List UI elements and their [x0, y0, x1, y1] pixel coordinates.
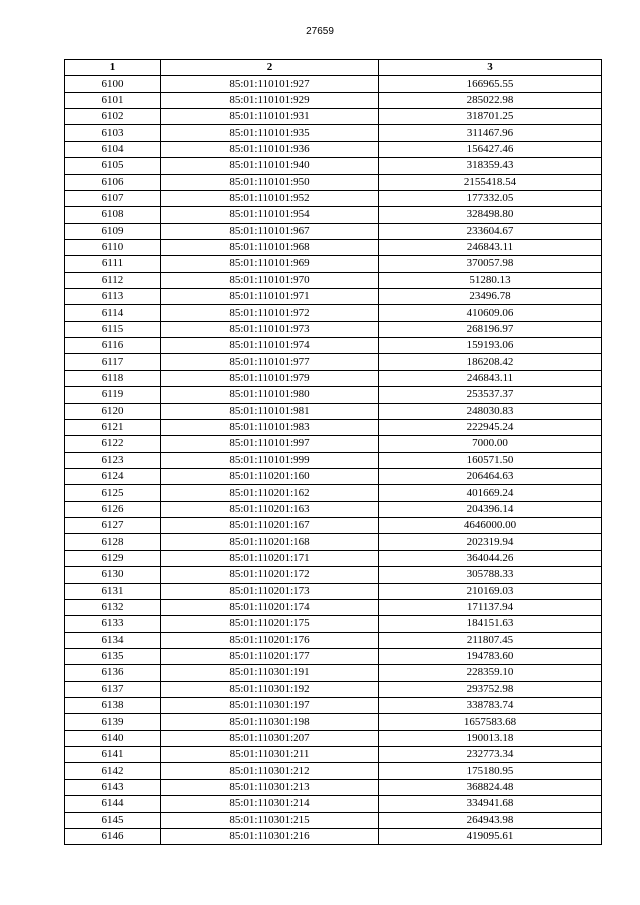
table-row: [65, 256, 602, 272]
table-row: [65, 763, 602, 779]
row-number-cell: 6104: [65, 141, 161, 157]
cadastral-number-cell: 85:01:110101:973: [161, 321, 379, 337]
row-number-cell: 6106: [65, 174, 161, 190]
cadastral-number-cell: 85:01:110101:929: [161, 92, 379, 108]
cadastral-number-cell: 85:01:110101:979: [161, 370, 379, 386]
table-row: [65, 698, 602, 714]
value-cell: 410609.06: [379, 305, 602, 321]
row-number-cell: 6112: [65, 272, 161, 288]
value-cell: 401669.24: [379, 485, 602, 501]
cadastral-number-cell: 85:01:110301:213: [161, 779, 379, 795]
value-cell: 248030.83: [379, 403, 602, 419]
row-number-cell: 6114: [65, 305, 161, 321]
row-number-cell: 6118: [65, 370, 161, 386]
value-cell: 4646000.00: [379, 518, 602, 534]
row-number-cell: 6146: [65, 828, 161, 844]
table-row: [65, 174, 602, 190]
row-number-cell: 6109: [65, 223, 161, 239]
table-row: [65, 779, 602, 795]
table-row: [65, 158, 602, 174]
row-number-cell: 6124: [65, 468, 161, 484]
value-cell: 202319.94: [379, 534, 602, 550]
table-row: [65, 632, 602, 648]
value-cell: 268196.97: [379, 321, 602, 337]
row-number-cell: 6123: [65, 452, 161, 468]
value-cell: 246843.11: [379, 370, 602, 386]
cadastral-number-cell: 85:01:110301:215: [161, 812, 379, 828]
table-row: [65, 109, 602, 125]
row-number-cell: 6135: [65, 648, 161, 664]
value-cell: 318359.43: [379, 158, 602, 174]
cadastral-number-cell: 85:01:110101:974: [161, 338, 379, 354]
row-number-cell: 6101: [65, 92, 161, 108]
value-cell: 334941.68: [379, 796, 602, 812]
cadastral-number-cell: 85:01:110101:981: [161, 403, 379, 419]
cadastral-number-cell: 85:01:110101:970: [161, 272, 379, 288]
value-cell: 305788.33: [379, 567, 602, 583]
cadastral-number-cell: 85:01:110101:997: [161, 436, 379, 452]
cadastral-number-cell: 85:01:110201:167: [161, 518, 379, 534]
row-number-cell: 6122: [65, 436, 161, 452]
header-row: [65, 60, 602, 76]
cadastral-number-cell: 85:01:110201:162: [161, 485, 379, 501]
value-cell: 177332.05: [379, 190, 602, 206]
table-row: [65, 207, 602, 223]
table-row: [65, 812, 602, 828]
table-row: [65, 272, 602, 288]
value-cell: 419095.61: [379, 828, 602, 844]
cadastral-number-cell: 85:01:110301:207: [161, 730, 379, 746]
table-row: [65, 599, 602, 615]
table-row: [65, 239, 602, 255]
table-row: [65, 76, 602, 92]
row-number-cell: 6139: [65, 714, 161, 730]
row-number-cell: 6138: [65, 698, 161, 714]
page-number: 27659: [306, 26, 334, 37]
column-header-3: 3: [379, 60, 602, 76]
table-row: [65, 223, 602, 239]
row-number-cell: 6116: [65, 338, 161, 354]
table-row: [65, 796, 602, 812]
cadastral-number-cell: 85:01:110201:171: [161, 550, 379, 566]
value-cell: 190013.18: [379, 730, 602, 746]
value-cell: 51280.13: [379, 272, 602, 288]
cadastral-number-cell: 85:01:110201:175: [161, 616, 379, 632]
table-row: [65, 550, 602, 566]
table-row: [65, 387, 602, 403]
value-cell: 264943.98: [379, 812, 602, 828]
cadastral-number-cell: 85:01:110101:967: [161, 223, 379, 239]
value-cell: 204396.14: [379, 501, 602, 517]
table-row: [65, 485, 602, 501]
row-number-cell: 6128: [65, 534, 161, 550]
value-cell: 171137.94: [379, 599, 602, 615]
cadastral-number-cell: 85:01:110101:936: [161, 141, 379, 157]
row-number-cell: 6137: [65, 681, 161, 697]
cadastral-number-cell: 85:01:110201:177: [161, 648, 379, 664]
cadastral-number-cell: 85:01:110201:174: [161, 599, 379, 615]
value-cell: 210169.03: [379, 583, 602, 599]
cadastral-number-cell: 85:01:110201:163: [161, 501, 379, 517]
row-number-cell: 6113: [65, 289, 161, 305]
row-number-cell: 6105: [65, 158, 161, 174]
value-cell: 318701.25: [379, 109, 602, 125]
cadastral-number-cell: 85:01:110101:969: [161, 256, 379, 272]
row-number-cell: 6140: [65, 730, 161, 746]
value-cell: 364044.26: [379, 550, 602, 566]
cadastral-number-cell: 85:01:110201:168: [161, 534, 379, 550]
value-cell: 285022.98: [379, 92, 602, 108]
value-cell: 222945.24: [379, 419, 602, 435]
table-row: [65, 321, 602, 337]
cadastral-number-cell: 85:01:110101:999: [161, 452, 379, 468]
cadastral-number-cell: 85:01:110101:972: [161, 305, 379, 321]
row-number-cell: 6134: [65, 632, 161, 648]
cadastral-number-cell: 85:01:110301:197: [161, 698, 379, 714]
cadastral-number-cell: 85:01:110101:983: [161, 419, 379, 435]
table-row: [65, 828, 602, 844]
table-row: [65, 501, 602, 517]
table-row: [65, 468, 602, 484]
value-cell: 166965.55: [379, 76, 602, 92]
row-number-cell: 6126: [65, 501, 161, 517]
cadastral-number-cell: 85:01:110101:980: [161, 387, 379, 403]
cadastral-number-cell: 85:01:110301:216: [161, 828, 379, 844]
row-number-cell: 6111: [65, 256, 161, 272]
row-number-cell: 6121: [65, 419, 161, 435]
table-row: [65, 370, 602, 386]
table-row: [65, 534, 602, 550]
table-row: [65, 648, 602, 664]
row-number-cell: 6131: [65, 583, 161, 599]
cadastral-number-cell: 85:01:110301:192: [161, 681, 379, 697]
value-cell: 338783.74: [379, 698, 602, 714]
table-row: [65, 665, 602, 681]
value-cell: 206464.63: [379, 468, 602, 484]
table-row: [65, 730, 602, 746]
value-cell: 311467.96: [379, 125, 602, 141]
value-cell: 186208.42: [379, 354, 602, 370]
cadastral-number-cell: 85:01:110101:940: [161, 158, 379, 174]
table-row: [65, 125, 602, 141]
column-header-1: 1: [65, 60, 161, 76]
table-row: [65, 452, 602, 468]
row-number-cell: 6127: [65, 518, 161, 534]
table-row: [65, 141, 602, 157]
row-number-cell: 6136: [65, 665, 161, 681]
table-row: [65, 747, 602, 763]
cadastral-number-cell: 85:01:110101:950: [161, 174, 379, 190]
cadastral-number-cell: 85:01:110301:198: [161, 714, 379, 730]
value-cell: 228359.10: [379, 665, 602, 681]
value-cell: 184151.63: [379, 616, 602, 632]
table-body: [65, 76, 602, 845]
table-row: [65, 616, 602, 632]
row-number-cell: 6133: [65, 616, 161, 632]
row-number-cell: 6115: [65, 321, 161, 337]
column-header-2: 2: [161, 60, 379, 76]
value-cell: 23496.78: [379, 289, 602, 305]
value-cell: 194783.60: [379, 648, 602, 664]
row-number-cell: 6120: [65, 403, 161, 419]
table-row: [65, 518, 602, 534]
value-cell: 7000.00: [379, 436, 602, 452]
cadastral-number-cell: 85:01:110101:968: [161, 239, 379, 255]
row-number-cell: 6110: [65, 239, 161, 255]
value-cell: 211807.45: [379, 632, 602, 648]
cadastral-number-cell: 85:01:110201:173: [161, 583, 379, 599]
row-number-cell: 6142: [65, 763, 161, 779]
row-number-cell: 6119: [65, 387, 161, 403]
row-number-cell: 6103: [65, 125, 161, 141]
cadastral-number-cell: 85:01:110301:211: [161, 747, 379, 763]
cadastral-number-cell: 85:01:110201:160: [161, 468, 379, 484]
table-row: [65, 681, 602, 697]
row-number-cell: 6141: [65, 747, 161, 763]
cadastral-number-cell: 85:01:110301:191: [161, 665, 379, 681]
cadastral-number-cell: 85:01:110301:214: [161, 796, 379, 812]
value-cell: 328498.80: [379, 207, 602, 223]
row-number-cell: 6143: [65, 779, 161, 795]
cadastral-number-cell: 85:01:110101:954: [161, 207, 379, 223]
cadastral-number-cell: 85:01:110101:977: [161, 354, 379, 370]
value-cell: 175180.95: [379, 763, 602, 779]
row-number-cell: 6107: [65, 190, 161, 206]
row-number-cell: 6145: [65, 812, 161, 828]
table-row: [65, 403, 602, 419]
row-number-cell: 6125: [65, 485, 161, 501]
value-cell: 156427.46: [379, 141, 602, 157]
table-row: [65, 567, 602, 583]
table-row: [65, 354, 602, 370]
cadastral-number-cell: 85:01:110101:931: [161, 109, 379, 125]
cadastral-number-cell: 85:01:110301:212: [161, 763, 379, 779]
table-row: [65, 436, 602, 452]
value-cell: 233604.67: [379, 223, 602, 239]
table-row: [65, 92, 602, 108]
row-number-cell: 6129: [65, 550, 161, 566]
value-cell: 232773.34: [379, 747, 602, 763]
row-number-cell: 6130: [65, 567, 161, 583]
value-cell: 368824.48: [379, 779, 602, 795]
row-number-cell: 6132: [65, 599, 161, 615]
value-cell: 246843.11: [379, 239, 602, 255]
row-number-cell: 6108: [65, 207, 161, 223]
table-row: [65, 305, 602, 321]
cadastral-number-cell: 85:01:110101:935: [161, 125, 379, 141]
table-row: [65, 714, 602, 730]
value-cell: 159193.06: [379, 338, 602, 354]
cadastral-number-cell: 85:01:110101:927: [161, 76, 379, 92]
table-row: [65, 583, 602, 599]
value-cell: 2155418.54: [379, 174, 602, 190]
row-number-cell: 6102: [65, 109, 161, 125]
table-row: [65, 289, 602, 305]
row-number-cell: 6100: [65, 76, 161, 92]
value-cell: 370057.98: [379, 256, 602, 272]
table-row: [65, 338, 602, 354]
cadastral-number-cell: 85:01:110201:176: [161, 632, 379, 648]
value-cell: 160571.50: [379, 452, 602, 468]
row-number-cell: 6144: [65, 796, 161, 812]
table-row: [65, 190, 602, 206]
table-header: [65, 60, 602, 76]
cadastral-number-cell: 85:01:110101:971: [161, 289, 379, 305]
value-cell: 1657583.68: [379, 714, 602, 730]
table-row: [65, 419, 602, 435]
value-cell: 253537.37: [379, 387, 602, 403]
cadastral-number-cell: 85:01:110101:952: [161, 190, 379, 206]
value-cell: 293752.98: [379, 681, 602, 697]
data-table: [64, 59, 602, 845]
cadastral-number-cell: 85:01:110201:172: [161, 567, 379, 583]
row-number-cell: 6117: [65, 354, 161, 370]
